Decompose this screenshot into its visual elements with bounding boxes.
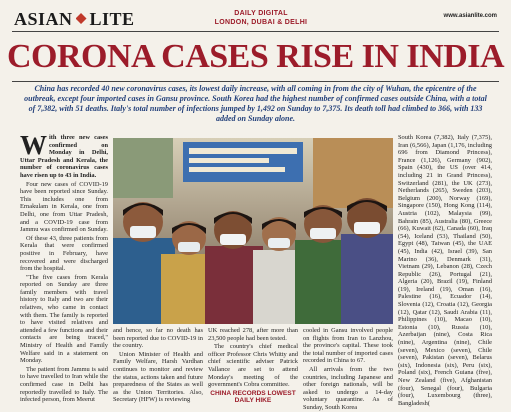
page-title: CORONA CASES RISE IN INDIA — [6, 38, 505, 75]
headline-rule — [12, 81, 499, 82]
logo-text-right: LITE — [89, 9, 135, 29]
publication-logo[interactable] — [14, 9, 135, 30]
edition-line-2: LONDON, DUBAI & DELHI — [214, 19, 308, 26]
paragraph: The country's chief medical officer Professor Chris Whitty and chief scientific adviser Patrick Vallance are set to attend Monday's meeting of the government's Cobra committee. — [208, 343, 298, 389]
paragraph: and hence, so far no death has been reported due to COVID-19 in the country. — [113, 327, 203, 350]
masthead — [0, 0, 511, 34]
standfirst: China has recorded 40 new coronavirus cases, its lowest daily increase, with all coming in from the city of Wuhan, the epicentre of the outbreak, except four imported cases in Gansu province. South Korea had the highest number of confirmed cases outside China, with a total of 7,382, with 51 deaths. Italy's total number of infections jumped by 1,492 on Sunday to 7,375. Its death toll had climbed to 366, with 133 added on Sunday alone. — [24, 84, 487, 123]
drop-cap: W — [20, 130, 47, 160]
website-link[interactable]: www.asianlite.com — [443, 13, 497, 19]
logo-text-left: ASIAN — [14, 9, 73, 29]
paragraph: cooled in Gansu involved people on flights from Iran to Lanzhou, the province's capital. These took the total number of imported cases recorded in China to 67. — [303, 327, 393, 365]
edition-line-1: DAILY DIGITAL — [234, 10, 288, 17]
paragraph: UK reached 278, after more than 23,500 people had been tested. — [208, 327, 298, 342]
article-column-2 — [113, 327, 203, 404]
article-column-1 — [20, 130, 108, 404]
paragraph: Four new cases of COVID-19 have been reported since Sunday. This includes one from Ernakulam in Kerala, one from Delhi, one from Uttar Pradesh, and a COVID-19 case from Jammu was confirmed on Sunday. — [20, 180, 108, 234]
paragraph: The patient from Jammu is said to have travelled to Iran while the confirmed case in Delhi has reportedly travelled to Italy. The infected person, from Meerut — [20, 365, 108, 404]
lede-text: ith three new cases confirmed on Monday in Delhi, Uttar Pradesh and Kerala, the number of coronavirus cases have risen up to 43 in India. — [20, 134, 108, 179]
paragraph: Of these 43, three patients from Kerala that were confirmed positive in February, have recovered and were discharged from the hospital. — [20, 234, 108, 273]
paragraph: Union Minister of Health and Family Welfare, Harsh Vardhan continues to monitor and review the status, actions taken and future preparedness of the States as well as the Union Territories. Also, Secretary (HFW) is reviewing — [113, 350, 203, 404]
section-subhead: CHINA RECORDS LOWEST DAILY HIKE — [210, 389, 296, 405]
paragraph: "The five cases from Kerala reported on Sunday are three family members with travel history to Italy and two are their relatives, who came in contact with them. The family is reported to have visited relatives and attended a few functions and their contacts are being traced," Ministry of Health and Family Welfare said in a statement on Monday. — [20, 273, 108, 365]
news-photo — [113, 138, 393, 324]
article-column-4 — [303, 327, 393, 411]
country-case-list: South Korea (7,382), Italy (7,375), Iran (6,566), Japan (1,176, including 696 from Diamond Princess), France (1,126), Germany (902), Spain (430), the US (over 414, including 21 in Grand Princess), Switzerland (281), the UK (273), Netherlands (265), Sweden (203), Belgium (200), Norway (169), Singapore (150), Hong Kong (114), Austria (102), Malaysia (99), Bahrain (85), Australia (80), Greece (66), Kuwait (62), Canada (60), Iraq (54), Iceland (53), Thailand (50), Egypt (48), Taiwan (45), the UAE (45), India (42), Israel (39), San Marino (36), Denmark (31), Vietnam (29), Lebanon (28), Czech Republic (26), Portugal (21), Algeria (20), Brazil (19), Finland (19), Ireland (19), Oman (16), Palestine (16), Ecuador (14), Slovenia (12), Croatia (12), Georgia (12), Qatar (12), Saudi Arabia (11), Philippines (10), Macao (10), Estonia (10), Russia (10), Azerbaijan (nine), Costa Rica (nine), Argentina (nine), Chile (seven), Mexico (seven), Chile (seven), Pakistan (seven), Belarus (six), Indonesia (six), Peru (six), Poland (six), French Guiana (five), New Zealand (five), Afghanistan (four), Senegal (four), Bulgaria (four), Luxembourg (three), Bangladesh( — [398, 134, 492, 407]
logo-diamond-icon — [76, 13, 87, 24]
article-column-3 — [208, 327, 298, 405]
lede-paragraph — [20, 130, 108, 180]
masthead-rule — [12, 31, 499, 32]
article-column-5 — [398, 134, 492, 407]
paragraph: All arrivals from the two countries, including Japanese and other foreign nationals, will be asked to undergo a 14-day voluntary quarantine. As of Sunday, South Korea — [303, 365, 393, 411]
crowd-wearing-masks-image — [113, 138, 393, 324]
edition-label — [196, 9, 326, 27]
